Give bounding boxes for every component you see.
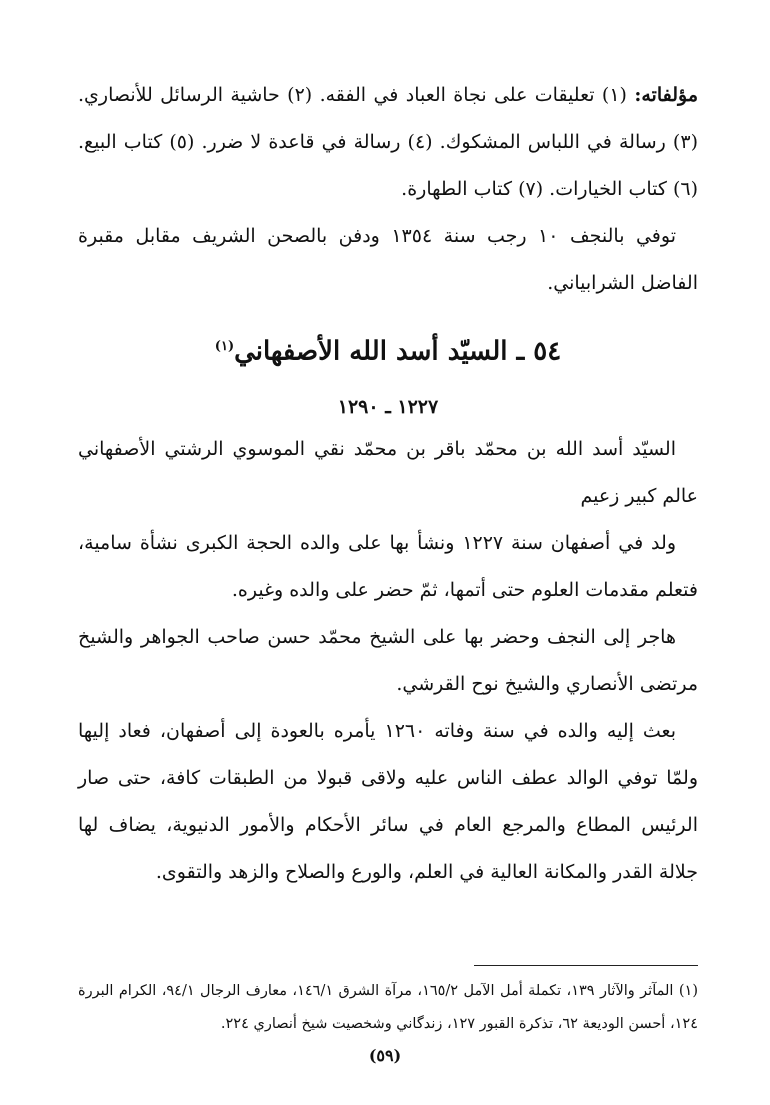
footnote-divider [474,965,698,966]
footnote-text: (١) المآثر والآثار ١٣٩، تكملة أمل الآمل ١٦٥/٢، مرآة الشرق ١٤٦/١، معارف الرجال ٩٤/١، الكرام البررة ١٢٤، أحسن الوديعة ٦٢، تذكرة القبور ١٢٧، زندگاني وشخصيت شيخ أنصاري ٢٢٤. [78,983,698,1032]
page-body [78,72,698,896]
entry-years: ١٢٢٧ ـ ١٢٩٠ [337,395,439,418]
entry-paragraph-2: ولد في أصفهان سنة ١٢٢٧ ونشأ بها على والده الحجة الكبرى نشأة سامية، فتعلم مقدمات العلوم حتى أتمها، ثمّ حضر على والده وغيره. [78,531,698,601]
entry-heading [78,327,698,372]
works-paragraph [78,72,698,213]
entry-paragraph-4: بعث إليه والده في سنة وفاته ١٢٦٠ يأمره بالعودة إلى أصفهان، فعاد إليها ولمّا توفي الوالد عطف الناس عليه ولاقى قبولا من الطبقات كافة، حتى صار الرئيس المطاع والمرجع العام في سائر الأحكام والأمور الدنيوية، يضاف لها جلالة القدر والمكانة العالية في العلم، والورع والصلاح والزهد والتقوى. [78,719,698,883]
page-number: (٥٩) [368,1046,402,1065]
footnote [78,975,698,1041]
works-text: (١) تعليقات على نجاة العباد في الفقه. (٢) حاشية الرسائل للأنصاري. (٣) رسالة في اللباس المشكوك. (٤) رسالة في قاعدة لا ضرر. (٥) كتاب البيع. (٦) كتاب الخيارات. (٧) كتاب الطهارة. [78,84,698,200]
works-label: مؤلفاته: [634,84,699,106]
entry-title: ٥٤ ـ السيّد أسد الله الأصفهاني [234,336,562,367]
heading-footnote-marker: (١) [214,339,235,354]
death-paragraph: توفي بالنجف ١٠ رجب سنة ١٣٥٤ ودفن بالصحن الشريف مقابل مقبرة الفاضل الشرابياني. [78,225,698,294]
entry-paragraph-3: هاجر إلى النجف وحضر بها على الشيخ محمّد حسن صاحب الجواهر والشيخ مرتضى الأنصاري والشيخ نوح القرشي. [78,625,698,695]
entry-paragraph-1: السيّد أسد الله بن محمّد باقر بن محمّد نقي الموسوي الرشتي الأصفهاني عالم كبير زعيم [78,437,698,507]
